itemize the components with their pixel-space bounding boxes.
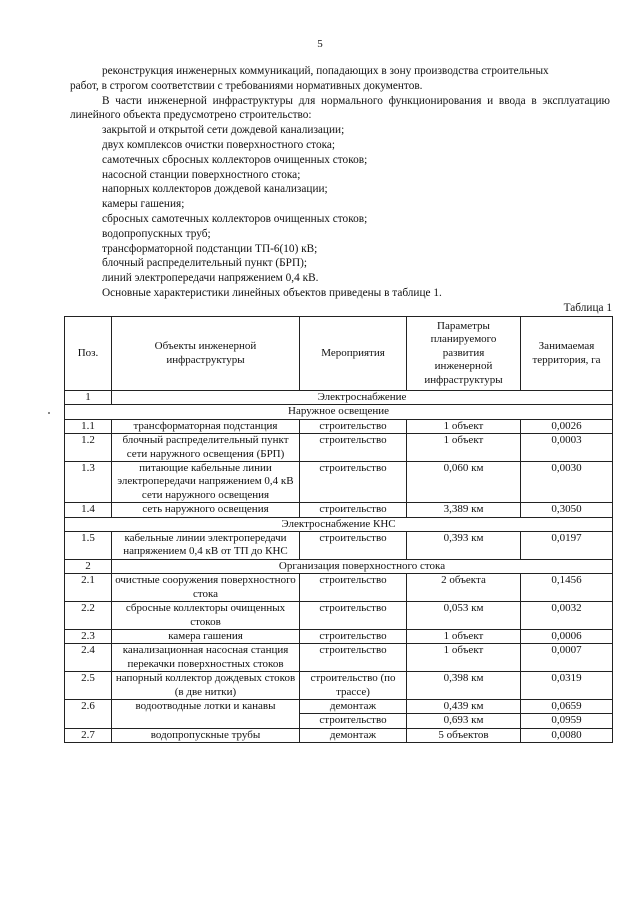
- cell-object: трансформаторная подстанция: [112, 419, 300, 433]
- cell-measure: строительство: [300, 644, 407, 672]
- table-caption: Таблица 1: [563, 302, 612, 314]
- cell-param: 1 объект: [407, 629, 521, 643]
- subsection-title: Электроснабжение КНС: [65, 517, 613, 531]
- cell-pos: 2.3: [65, 629, 112, 643]
- table-row: [65, 503, 613, 517]
- cell-territory: 0,3050: [521, 503, 613, 517]
- header-measures: Мероприятия: [300, 317, 407, 391]
- cell-param: 1 объект: [407, 434, 521, 462]
- cell-param: 2 объекта: [407, 574, 521, 602]
- cell-measure: строительство: [300, 574, 407, 602]
- list-item: напорных коллекторов дождевой канализации;: [102, 183, 328, 196]
- list-item: трансформаторной подстанции ТП-6(10) кВ;: [102, 242, 318, 255]
- cell-param: 1 объект: [407, 419, 521, 433]
- section-title: Электроснабжение: [112, 391, 613, 405]
- subsection-row: [65, 405, 613, 419]
- cell-pos: 1.1: [65, 419, 112, 433]
- header-objects: Объекты инженерной инфраструктуры: [112, 317, 300, 391]
- cell-territory: 0,1456: [521, 574, 613, 602]
- table-row: [65, 462, 613, 503]
- cell-territory: 0,0197: [521, 532, 613, 560]
- cell-pos: 2.1: [65, 574, 112, 602]
- table-row: [65, 672, 613, 700]
- list-item: самотечных сбросных коллекторов очищенных стоков;: [102, 153, 368, 166]
- table-row: [65, 434, 613, 462]
- cell-object: водоотводные лотки и канавы: [112, 699, 300, 728]
- cell-territory: 0,0080: [521, 728, 613, 742]
- section-pos: 1: [65, 391, 112, 405]
- header-territory: Занимаемая территория, га: [521, 317, 613, 391]
- cell-measure: строительство: [300, 602, 407, 630]
- cell-territory: 0,0003: [521, 434, 613, 462]
- table-row: [65, 574, 613, 602]
- cell-measure: строительство: [300, 419, 407, 433]
- cell-pos: 2.2: [65, 602, 112, 630]
- cell-pos: 2.7: [65, 728, 112, 742]
- cell-param: 5 объектов: [407, 728, 521, 742]
- cell-pos: 2.4: [65, 644, 112, 672]
- page-number: 5: [317, 38, 323, 50]
- section-row: [65, 559, 613, 573]
- cell-object: напорный коллектор дождевых стоков (в две нитки): [112, 672, 300, 700]
- cell-measure: демонтаж: [300, 728, 407, 742]
- cell-param: 3,389 км: [407, 503, 521, 517]
- list-item: закрытой и открытой сети дождевой канализации;: [102, 124, 345, 137]
- scan-dot: [48, 412, 50, 414]
- list-item: двух комплексов очистки поверхностного стока;: [102, 138, 336, 151]
- cell-object: кабельные линии электропередачи напряжением 0,4 кВ от ТП до КНС: [112, 532, 300, 560]
- list-item: сбросных самотечных коллекторов очищенных стоков;: [102, 212, 368, 225]
- subsection-row: [65, 517, 613, 531]
- table-header-row: [65, 317, 613, 391]
- table-row: [65, 644, 613, 672]
- paragraph-3: Основные характеристики линейных объектов приведены в таблице 1.: [102, 286, 442, 299]
- subsection-title: Наружное освещение: [65, 405, 613, 419]
- cell-measure: демонтаж: [300, 699, 407, 713]
- header-pos: Поз.: [65, 317, 112, 391]
- cell-param: 0,393 км: [407, 532, 521, 560]
- list-item: блочный распределительный пункт (БРП);: [102, 257, 308, 270]
- cell-territory: 0,0319: [521, 672, 613, 700]
- table-row: [65, 629, 613, 643]
- cell-territory: 0,0006: [521, 629, 613, 643]
- cell-object: камера гашения: [112, 629, 300, 643]
- cell-param: 0,439 км: [407, 699, 521, 713]
- cell-measure: строительство: [300, 503, 407, 517]
- cell-param: 0,398 км: [407, 672, 521, 700]
- cell-measure: строительство: [300, 462, 407, 503]
- cell-territory: 0,0026: [521, 419, 613, 433]
- cell-pos: 1.5: [65, 532, 112, 560]
- cell-measure: строительство: [300, 532, 407, 560]
- section-pos: 2: [65, 559, 112, 573]
- cell-param: 0,060 км: [407, 462, 521, 503]
- section-title: Организация поверхностного стока: [112, 559, 613, 573]
- list-item: водопропускных труб;: [102, 227, 211, 240]
- cell-pos: 2.5: [65, 672, 112, 700]
- cell-pos: 1.4: [65, 503, 112, 517]
- cell-object: водопропускные трубы: [112, 728, 300, 742]
- cell-territory: 0,0032: [521, 602, 613, 630]
- paragraph-1-line-2: работ, в строгом соответствии с требованиями нормативных документов.: [70, 79, 423, 92]
- table-row: [65, 728, 613, 742]
- list-item: камеры гашения;: [102, 198, 185, 211]
- table-row: [65, 602, 613, 630]
- table-row: [65, 699, 613, 713]
- cell-pos: 1.2: [65, 434, 112, 462]
- list-item: насосной станции поверхностного стока;: [102, 168, 301, 181]
- list-item: линий электропередачи напряжением 0,4 кВ.: [102, 272, 319, 285]
- cell-object: блочный распределительный пункт сети наружного освещения (БРП): [112, 434, 300, 462]
- cell-measure: строительство: [300, 434, 407, 462]
- cell-pos: 1.3: [65, 462, 112, 503]
- cell-measure: строительство: [300, 714, 407, 728]
- cell-territory: 0,0007: [521, 644, 613, 672]
- table-row: [65, 419, 613, 433]
- body-text: [70, 64, 610, 301]
- paragraph-2: В части инженерной инфраструктуры для нормального функционирования и ввода в эксплуатацию линейного объекта предусмотрено строительство:: [70, 94, 610, 122]
- cell-measure: строительство: [300, 629, 407, 643]
- cell-object: очистные сооружения поверхностного стока: [112, 574, 300, 602]
- section-row: [65, 391, 613, 405]
- cell-param: 1 объект: [407, 644, 521, 672]
- cell-param: 0,053 км: [407, 602, 521, 630]
- cell-measure: строительство (по трассе): [300, 672, 407, 700]
- cell-object: сбросные коллекторы очищенных стоков: [112, 602, 300, 630]
- cell-object: сеть наружного освещения: [112, 503, 300, 517]
- cell-territory: 0,0659: [521, 699, 613, 713]
- infrastructure-table: [64, 316, 613, 743]
- cell-object: канализационная насосная станция перекачки поверхностных стоков: [112, 644, 300, 672]
- table-row: [65, 532, 613, 560]
- cell-territory: 0,0030: [521, 462, 613, 503]
- cell-object: питающие кабельные линии электропередачи напряжением 0,4 кВ сети наружного освещения: [112, 462, 300, 503]
- cell-territory: 0,0959: [521, 714, 613, 728]
- header-params: Параметры планируемого развития инженерной инфраструктуры: [407, 317, 521, 391]
- cell-pos: 2.6: [65, 699, 112, 728]
- cell-param: 0,693 км: [407, 714, 521, 728]
- paragraph-1-line-1: реконструкция инженерных коммуникаций, попадающих в зону производства строительных: [102, 65, 549, 77]
